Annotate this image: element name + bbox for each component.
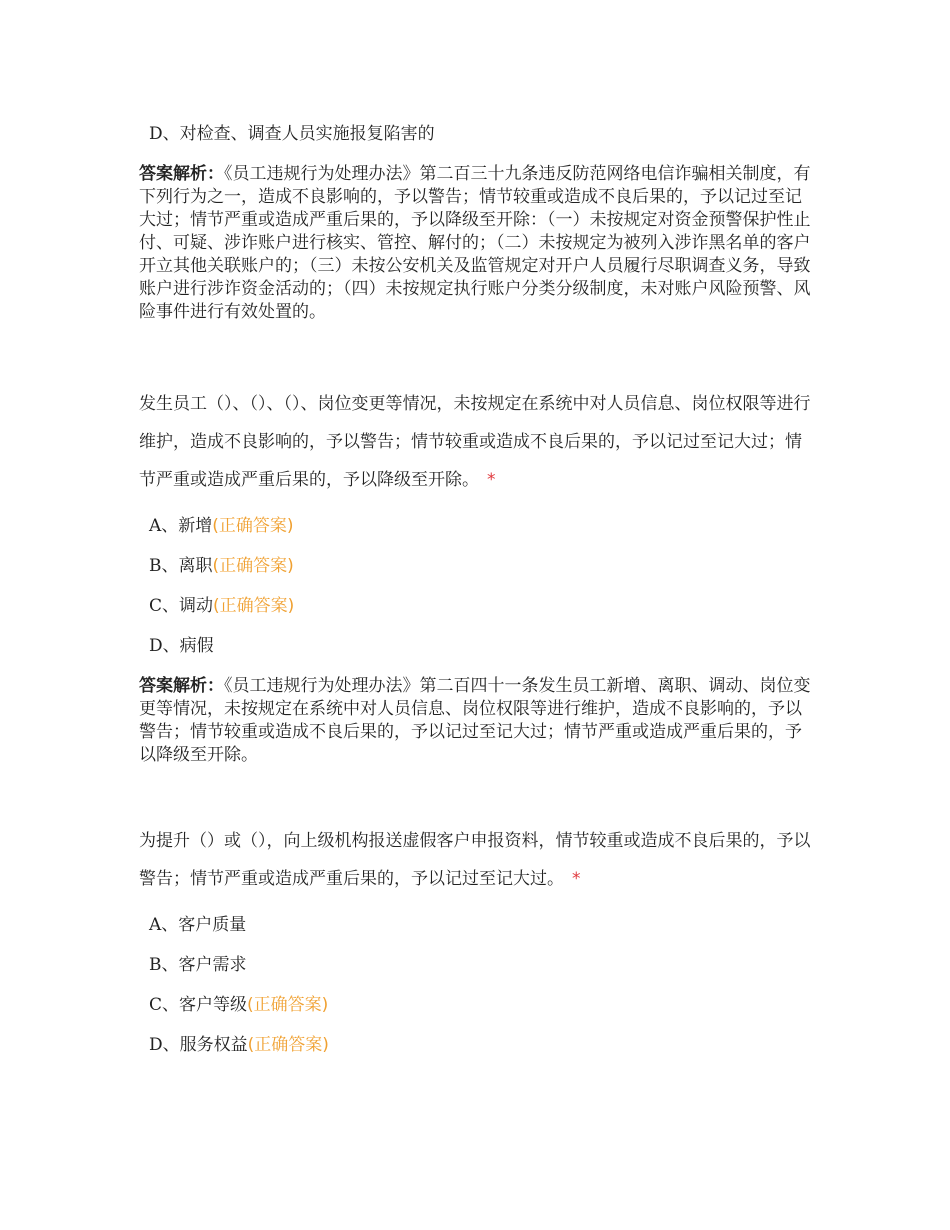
question-body: 发生员工（）、（）、（）、岗位变更等情况，未按规定在系统中对人员信息、岗位权限等进行维护，造成不良影响的，予以警告；情节较重或造成不良后果的，予以记过至记大过；情节严重或造成严重后果的，予以降级至开除。 [139, 394, 811, 490]
option-letter: D、 [149, 1035, 180, 1055]
option-b [139, 554, 294, 578]
correct-answer-tag: (正确答案) [212, 516, 294, 536]
required-mark: * [487, 470, 496, 490]
question-text [139, 822, 814, 898]
analysis-text: 《员工违规行为处理办法》第二百四十一条发生员工新增、离职、调动、岗位变更等情况，未按规定在系统中对人员信息、岗位权限等进行维护，造成不良影响的，予以警告；情节较重或造成不良后果的，予以记过至记大过；情节严重或造成严重后果的，予以降级至开除。 [139, 676, 811, 765]
question-body: 为提升（）或（），向上级机构报送虚假客户申报资料，情节较重或造成不良后果的，予以警告；情节严重或造成严重后果的，予以记过至记大过。 [139, 831, 811, 889]
option-letter: A、 [149, 915, 179, 935]
option-letter: C、 [149, 596, 180, 616]
option-d [139, 122, 435, 146]
option-text: 调动 [179, 596, 214, 616]
option-c [139, 594, 294, 618]
analysis-text: 《员工违规行为处理办法》第二百三十九条违反防范网络电信诈骗相关制度，有下列行为之一，造成不良影响的，予以警告；情节较重或造成不良后果的，予以记过至记大过；情节严重或造成严重后果的，予以降级至开除：（一）未按规定对资金预警保护性止付、可疑、涉诈账户进行核实、管控、解付的；（二）未按规定为被列入涉诈黑名单的客户开立其他关联账户的；（三）未按公安机关及监管规定对开户人员履行尽职调查义务，导致账户进行涉诈资金活动的；（四）未按规定执行账户分类分级制度，未对账户风险预警、风险事件进行有效处置的。 [139, 164, 811, 322]
required-mark: * [572, 869, 581, 889]
correct-answer-tag: (正确答案) [247, 1035, 329, 1055]
correct-answer-tag: (正确答案) [247, 995, 329, 1015]
option-letter: B、 [149, 955, 179, 975]
answer-analysis [139, 163, 814, 324]
option-a [139, 913, 246, 937]
option-text: 客户等级 [179, 995, 248, 1015]
analysis-label: 答案解析： [139, 164, 224, 184]
option-letter: C、 [149, 995, 180, 1015]
option-a [139, 514, 294, 538]
option-letter: B、 [149, 556, 179, 576]
option-c [139, 993, 328, 1017]
option-text: 病假 [179, 636, 214, 656]
option-text: 离职 [178, 556, 213, 576]
option-letter: D、 [149, 636, 180, 656]
option-text: 客户质量 [178, 915, 247, 935]
option-text: 服务权益 [179, 1035, 248, 1055]
option-text: 对检查、调查人员实施报复陷害的 [179, 124, 435, 144]
question-text [139, 385, 814, 499]
option-d [139, 634, 214, 658]
option-b [139, 953, 247, 977]
option-text: 客户需求 [178, 955, 247, 975]
option-letter: A、 [149, 516, 179, 536]
answer-analysis [139, 675, 814, 767]
option-text: 新增 [178, 516, 213, 536]
correct-answer-tag: (正确答案) [213, 596, 295, 616]
option-d [139, 1033, 329, 1057]
analysis-label: 答案解析： [139, 676, 224, 696]
option-letter: D、 [149, 124, 180, 144]
correct-answer-tag: (正确答案) [212, 556, 294, 576]
